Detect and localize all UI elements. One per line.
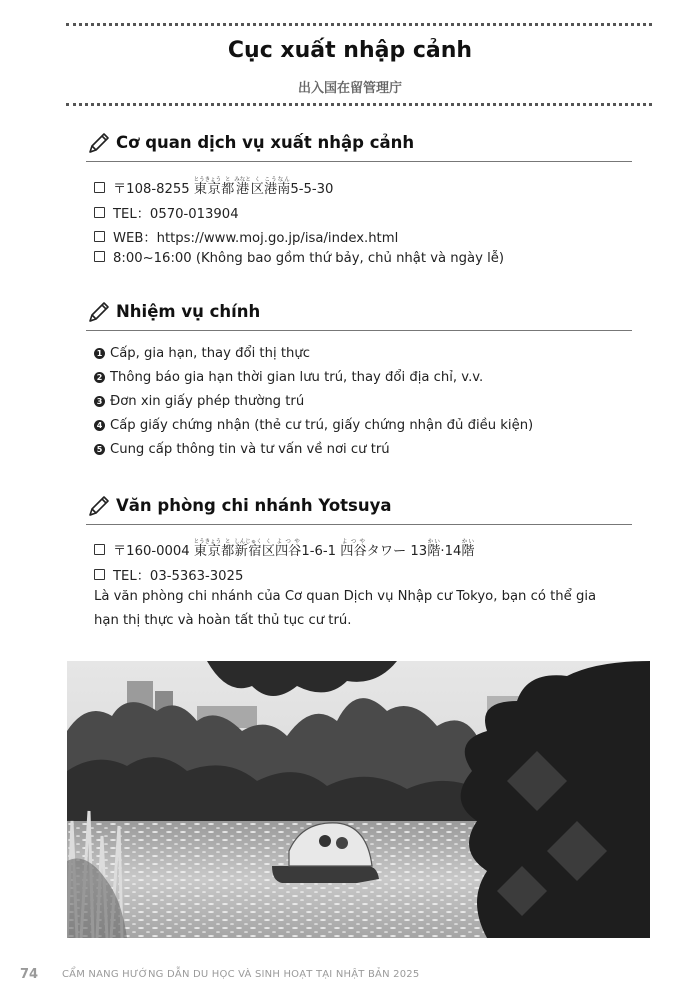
top-dotted-divider: [66, 23, 652, 26]
address-number: 1-6-1: [301, 544, 341, 559]
address-number: 5-5-30: [290, 182, 334, 197]
checkbox-icon: [94, 569, 105, 580]
list-item: [94, 442, 390, 457]
checkbox-icon: [94, 251, 105, 262]
section-heading-yotsuya-branch: [86, 494, 632, 525]
page-title: Cục xuất nhập cảnh: [227, 38, 473, 63]
address-tokyo: 東京とうきょう: [193, 177, 222, 197]
number-badge: 4: [94, 420, 105, 431]
footer-book-title: CẨM NANG HƯỚNG DẪN DU HỌC VÀ SINH HOẠT TẠI NHẬT BẢN 2025: [62, 969, 420, 980]
address-ku: 区く: [250, 177, 264, 197]
list-item-text: Đơn xin giấy phép thường trú: [110, 394, 305, 409]
list-item-text: Cấp giấy chứng nhận (thẻ cư trú, giấy chứng nhận đủ điều kiện): [110, 418, 534, 433]
pencil-icon: [86, 494, 110, 520]
phone-text: TEL：03-5363-3025: [113, 569, 244, 584]
floor-separator: ·14: [440, 544, 462, 559]
address-shinjuku: 新宿しんじゅく: [234, 539, 262, 559]
photo-illustration: [67, 661, 650, 938]
phone-line: [94, 565, 243, 584]
pencil-icon: [86, 300, 110, 326]
number-badge: 2: [94, 372, 105, 383]
checkbox-icon: [94, 207, 105, 218]
number-badge: 5: [94, 444, 105, 455]
page-number: 74: [20, 967, 39, 982]
address-minato: 港みなと: [234, 177, 251, 197]
checkbox-icon: [94, 231, 105, 242]
website-line: [94, 227, 398, 246]
page-subtitle: 出入国在留管理庁: [297, 81, 402, 96]
phone-line: [94, 203, 239, 222]
section-heading-immigration-office: [86, 131, 632, 162]
list-item: [94, 370, 483, 385]
postal-code: 〒108-8255: [113, 182, 194, 197]
section-heading-text: Văn phòng chi nhánh Yotsuya: [116, 496, 392, 515]
address-tokyo: 東京とうきょう: [193, 539, 222, 559]
phone-text: TEL：0570-013904: [113, 207, 239, 222]
address-nan: 南なん: [277, 177, 291, 197]
section-heading-text: Nhiệm vụ chính: [116, 302, 261, 321]
website-link[interactable]: WEB：https://www.moj.go.jp/isa/index.html: [113, 231, 399, 246]
address-line: [94, 539, 475, 559]
checkbox-icon: [94, 544, 105, 555]
address-to: 都と: [221, 539, 235, 559]
section-heading-main-tasks: [86, 300, 632, 331]
checkbox-icon: [94, 182, 105, 193]
bottom-dotted-divider: [66, 103, 652, 106]
park-pond-photo: [67, 661, 650, 938]
postal-code: 〒160-0004: [113, 544, 194, 559]
building-yotsuya: 四谷よつや: [340, 539, 367, 559]
branch-description: Là văn phòng chi nhánh của Cơ quan Dịch vụ Nhập cư Tokyo, bạn có thể gia hạn thị thực và hoàn tất thủ tục cư trú.: [94, 589, 597, 628]
number-badge: 3: [94, 396, 105, 407]
section-heading-text: Cơ quan dịch vụ xuất nhập cảnh: [116, 133, 415, 152]
list-item: [94, 346, 310, 361]
floor-kanji: 階かい: [427, 539, 441, 559]
hours-text: 8:00~16:00 (Không bao gồm thứ bảy, chủ nhật và ngày lễ): [113, 251, 505, 266]
floor-kanji: 階かい: [461, 539, 475, 559]
list-item-text: Cung cấp thông tin và tư vấn về nơi cư trú: [110, 442, 390, 457]
number-badge: 1: [94, 348, 105, 359]
pencil-icon: [86, 131, 110, 157]
building-name: タワー 13: [366, 544, 428, 559]
address-ku: 区く: [261, 539, 275, 559]
address-line: [94, 177, 333, 197]
list-item-text: Cấp, gia hạn, thay đổi thị thực: [110, 346, 310, 361]
list-item: [94, 418, 533, 433]
address-kou: 港こう: [263, 177, 278, 197]
address-yotsuya: 四谷よつや: [275, 539, 302, 559]
list-item: [94, 394, 304, 409]
list-item-text: Thông báo gia hạn thời gian lưu trú, thay đổi địa chỉ, v.v.: [110, 370, 484, 385]
hours-line: [94, 251, 504, 266]
address-to: 都と: [221, 177, 235, 197]
